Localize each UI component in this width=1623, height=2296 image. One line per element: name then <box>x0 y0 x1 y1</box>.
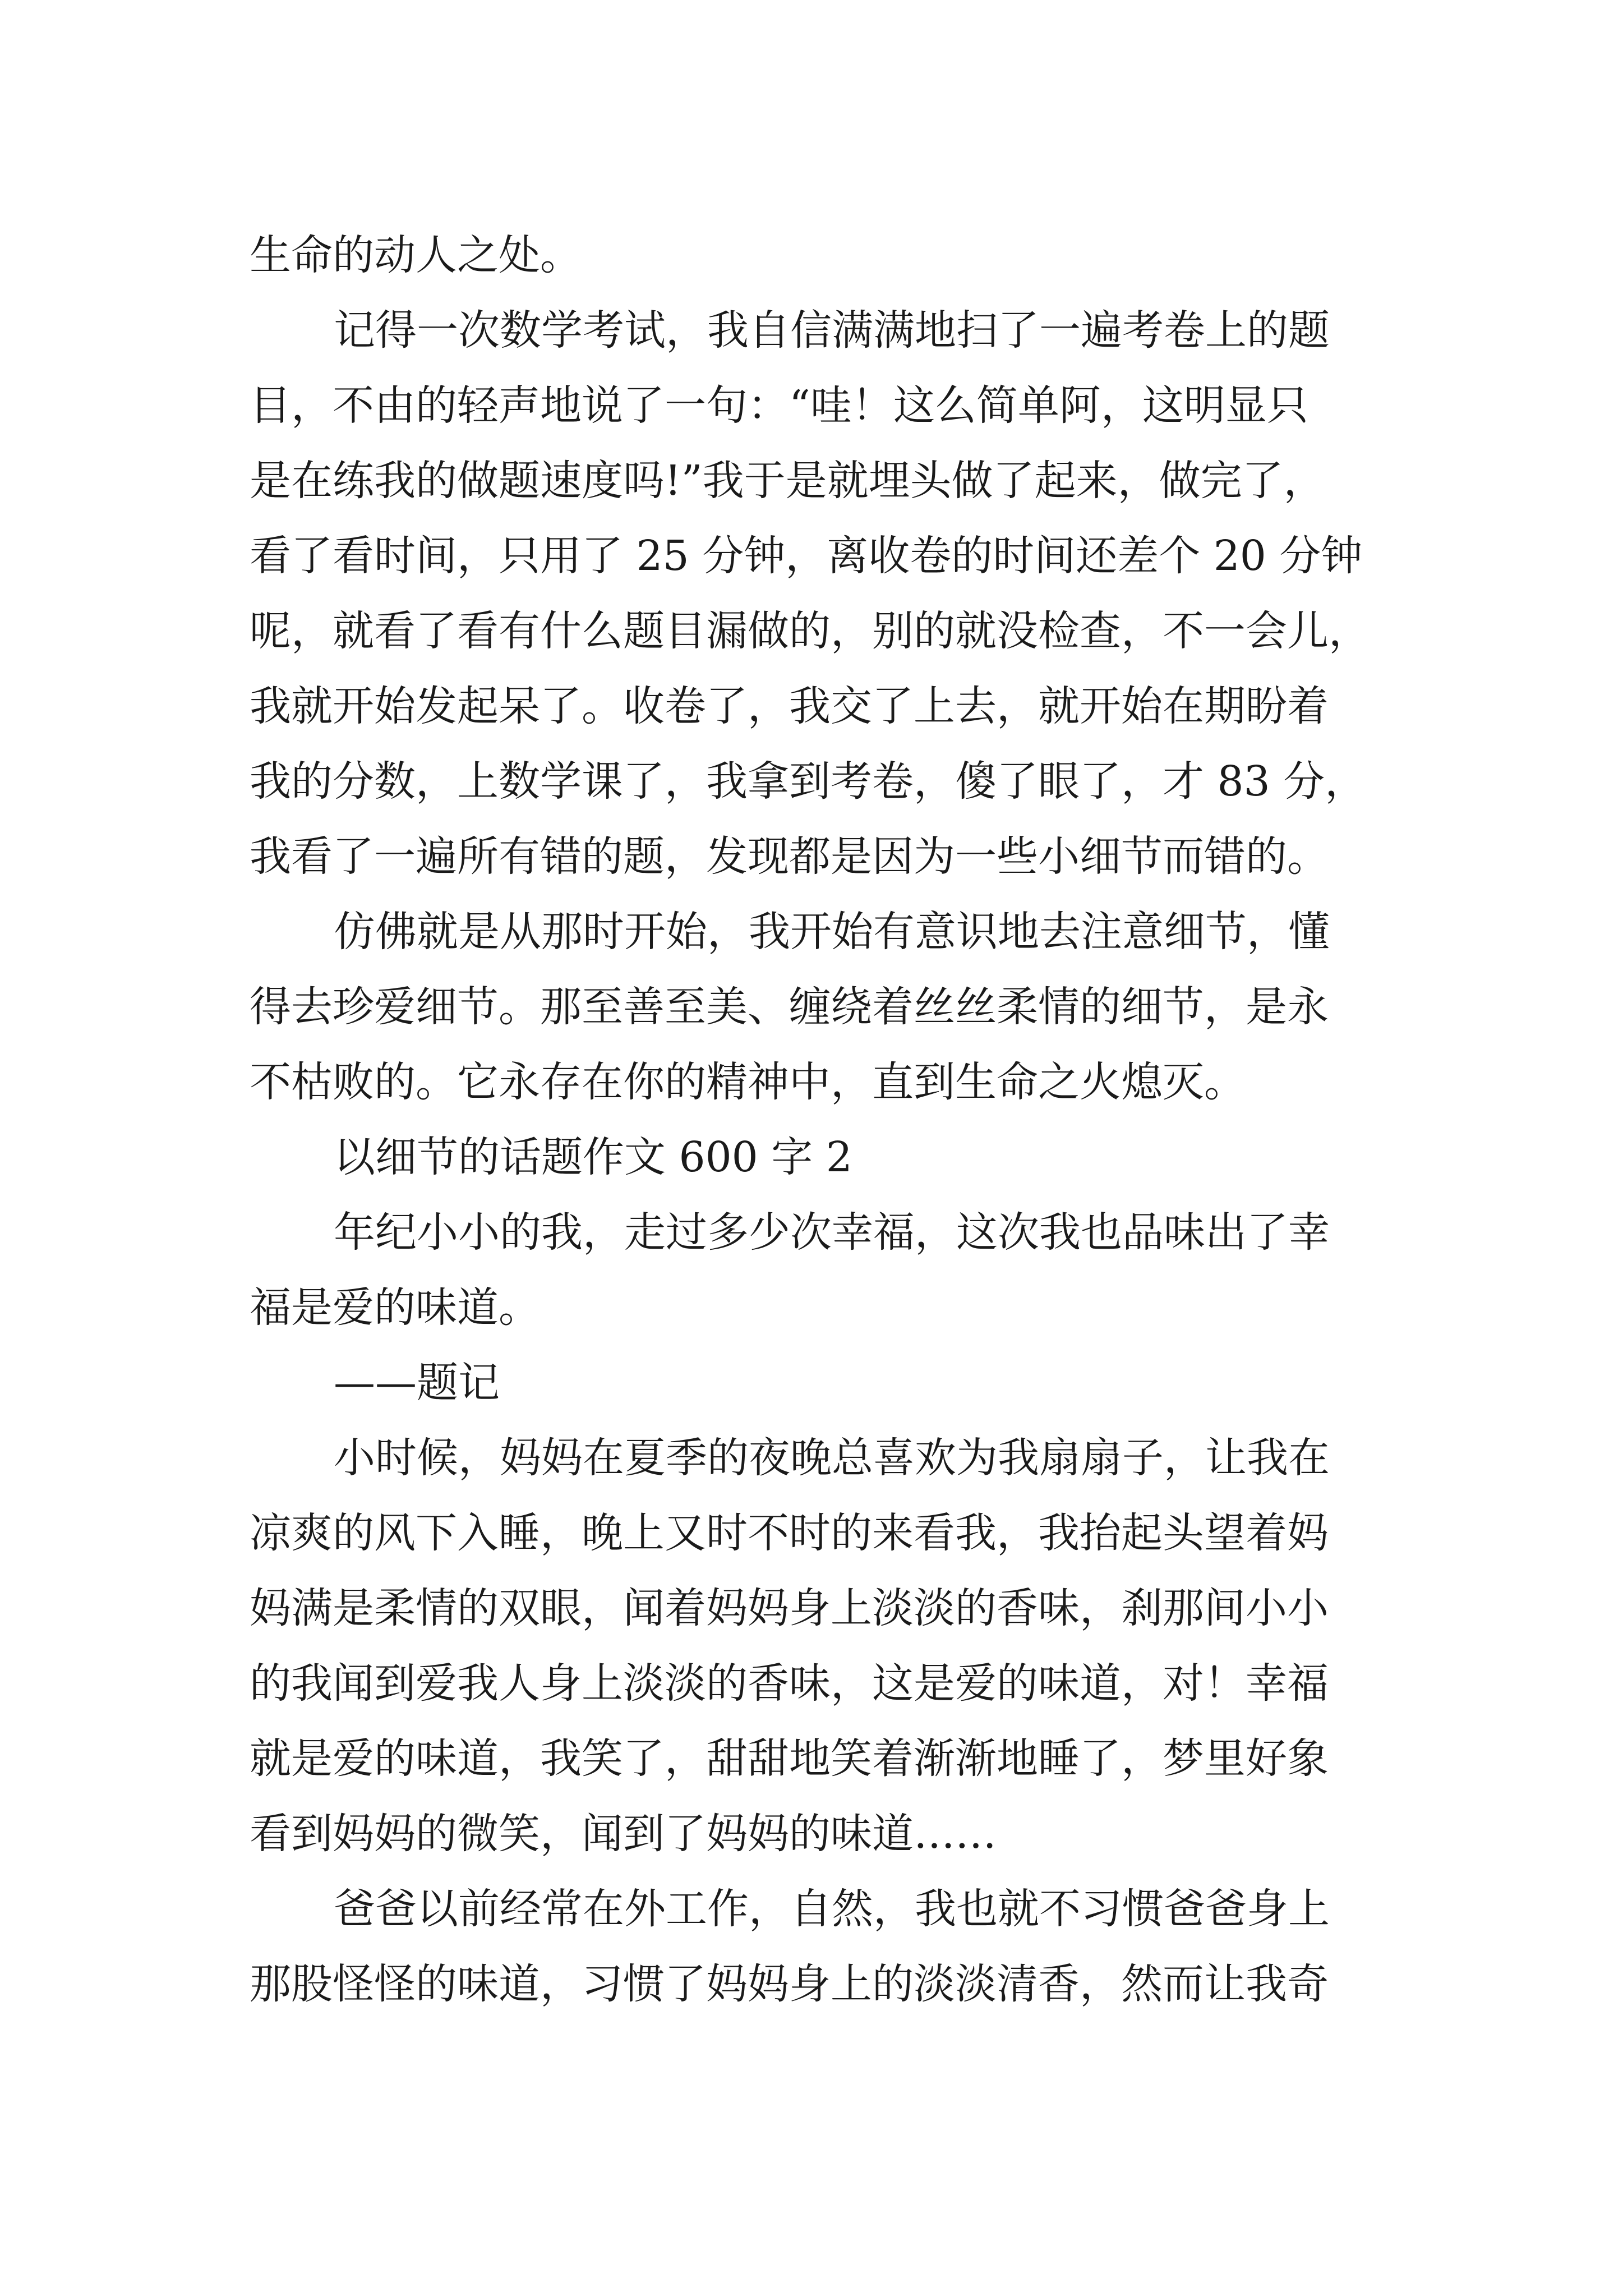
text-line-9: 我看了一遍所有错的题，发现都是因为一些小细节而错的。 <box>250 832 1329 881</box>
paragraph-start-line: 年纪小小的我，走过多少次幸福，这次我也品味出了幸 <box>334 1208 1330 1257</box>
epigraph-attribution: ——题记 <box>334 1359 500 1407</box>
text-line-8: 我的分数，上数学课了，我拿到考卷，傻了眼了，才 83 分， <box>250 757 1367 806</box>
text-line-19: 妈满是柔情的双眼，闻着妈妈身上淡淡的香味，刹那间小小 <box>250 1584 1329 1632</box>
text-line-24: 那股怪怪的味道，习惯了妈妈身上的淡淡清香，然而让我奇 <box>250 1960 1329 2008</box>
paragraph-start-line: 小时候，妈妈在夏季的夜晚总喜欢为我扇扇子，让我在 <box>334 1434 1330 1482</box>
paragraph-start-line: 记得一次数学考试，我自信满满地扫了一遍考卷上的题 <box>334 306 1330 355</box>
text-line-5: 看了看时间，只用了 25 分钟，离收卷的时间还差个 20 分钟 <box>250 532 1363 580</box>
text-line-20: 的我闻到爱我人身上淡淡的香味，这是爱的味道，对！幸福 <box>250 1659 1329 1708</box>
text-line-7: 我就开始发起呆了。收卷了，我交了上去，就开始在期盼着 <box>250 682 1329 730</box>
text-line-21: 就是爱的味道，我笑了，甜甜地笑着渐渐地睡了，梦里好象 <box>250 1734 1329 1783</box>
paragraph-start-line: 爸爸以前经常在外工作，自然，我也就不习惯爸爸身上 <box>334 1885 1330 1933</box>
text-line-18: 凉爽的风下入睡，晚上又时不时的来看我，我抬起头望着妈 <box>250 1509 1329 1557</box>
text-line-11: 得去珍爱细节。那至善至美、缠绕着丝丝柔情的细节，是永 <box>250 983 1329 1031</box>
text-line-4: 是在练我的做题速度吗!”我于是就埋头做了起来，做完了， <box>250 457 1325 505</box>
text-line-3: 目，不由的轻声地说了一句：“哇！这么简单阿，这明显只 <box>250 381 1308 430</box>
text-line-22: 看到妈妈的微笑，闻到了妈妈的味道…… <box>250 1810 997 1858</box>
document-body <box>250 218 1394 2022</box>
text-line-1: 生命的动人之处。 <box>250 231 582 279</box>
text-line-12: 不枯败的。它永存在你的精神中，直到生命之火熄灭。 <box>250 1058 1246 1106</box>
section-heading: 以细节的话题作文 600 字 2 <box>334 1133 852 1181</box>
paragraph-start-line: 仿佛就是从那时开始，我开始有意识地去注意细节，懂 <box>334 908 1330 956</box>
text-line-15: 福是爱的味道。 <box>250 1283 540 1332</box>
text-line-6: 呢，就看了看有什么题目漏做的，别的就没检查，不一会儿， <box>250 607 1370 655</box>
